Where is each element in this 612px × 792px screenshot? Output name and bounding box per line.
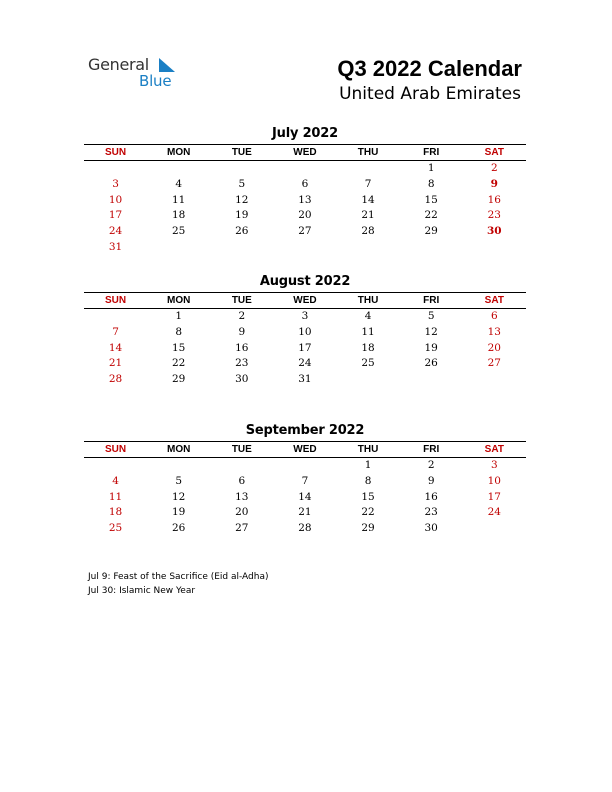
week-row	[84, 458, 526, 474]
weekday-header-fri: FRI	[423, 295, 440, 306]
day-cell: 12	[235, 193, 249, 206]
day-cell: 9	[238, 325, 246, 338]
day-cell: 22	[361, 506, 375, 519]
day-cell: 16	[424, 490, 438, 503]
day-cell: 23	[487, 209, 501, 222]
day-cell: 14	[298, 490, 312, 503]
day-cell: 31	[298, 373, 312, 386]
day-cell: 2	[427, 459, 435, 471]
day-cell: 4	[364, 310, 372, 322]
week-row	[84, 193, 526, 209]
day-cell: 14	[108, 341, 123, 354]
weekday-header-row	[84, 441, 526, 458]
day-cell: 10	[108, 193, 123, 206]
day-cell: 7	[364, 177, 372, 190]
weekday-header-sun: SUN	[105, 147, 127, 158]
day-cell: 14	[361, 193, 375, 206]
empty-day-cell	[84, 458, 147, 474]
empty-day-cell	[273, 458, 336, 474]
week-row	[84, 474, 526, 490]
day-cell: 23	[424, 506, 438, 519]
empty-day-cell	[210, 161, 273, 177]
week-row	[84, 521, 526, 537]
day-cell: 12	[424, 325, 438, 338]
logo-text-general: General	[88, 55, 149, 74]
day-cell: 7	[112, 325, 119, 338]
day-cell: 1	[427, 162, 435, 174]
day-cell: 8	[175, 325, 183, 338]
empty-day-cell	[84, 309, 147, 325]
day-cell: 5	[238, 177, 246, 190]
week-row	[84, 341, 526, 357]
day-cell: 11	[361, 325, 375, 338]
day-cell: 1	[364, 459, 372, 471]
day-cell: 27	[235, 522, 249, 535]
day-cell: 17	[487, 490, 501, 503]
weekday-header-sun: SUN	[105, 295, 127, 306]
day-cell: 11	[172, 193, 186, 206]
month-title: August 2022	[259, 274, 351, 289]
day-cell: 7	[301, 474, 309, 487]
day-cell: 27	[298, 225, 312, 238]
weekday-header-sat: SAT	[484, 444, 504, 455]
empty-day-cell	[273, 161, 336, 177]
day-cell: 15	[172, 341, 186, 354]
day-cell: 22	[172, 357, 186, 370]
day-cell: 10	[487, 474, 501, 487]
empty-day-cell	[463, 240, 526, 256]
weekday-header-tue: TUE	[231, 444, 252, 455]
empty-day-cell	[400, 372, 463, 388]
day-cell: 26	[172, 522, 186, 535]
day-cell: 29	[424, 225, 438, 238]
day-cell: 21	[361, 209, 375, 222]
empty-day-cell	[210, 240, 273, 256]
day-cell: 30	[487, 225, 502, 238]
day-cell: 18	[108, 506, 123, 519]
day-cell: 20	[298, 209, 312, 222]
day-cell: 26	[235, 225, 249, 238]
week-row	[84, 224, 526, 240]
day-cell: 24	[298, 357, 312, 370]
day-cell: 6	[238, 474, 246, 487]
week-row	[84, 372, 526, 388]
weekday-header-row	[84, 292, 526, 309]
day-cell: 22	[424, 209, 438, 222]
day-cell: 4	[175, 177, 183, 190]
empty-day-cell	[463, 521, 526, 537]
weekday-header-row	[84, 144, 526, 161]
empty-day-cell	[273, 240, 336, 256]
weekday-header-tue: TUE	[231, 295, 252, 306]
day-cell: 30	[424, 522, 438, 535]
week-row	[84, 208, 526, 224]
empty-day-cell	[463, 372, 526, 388]
weekday-header-sat: SAT	[484, 295, 504, 306]
day-cell: 20	[235, 506, 249, 519]
day-cell: 2	[490, 162, 498, 174]
day-cell: 8	[364, 474, 372, 487]
weekday-header-wed: WED	[293, 295, 317, 306]
weekday-header-tue: TUE	[231, 147, 252, 158]
week-row	[84, 325, 526, 341]
weekday-header-mon: MON	[167, 295, 191, 306]
day-cell: 16	[235, 341, 249, 354]
day-cell: 27	[487, 357, 501, 370]
empty-day-cell	[337, 161, 400, 177]
month-block-august	[84, 273, 526, 388]
day-cell: 3	[490, 459, 498, 471]
day-cell: 15	[361, 490, 375, 503]
day-cell: 19	[235, 209, 249, 222]
day-cell: 6	[490, 310, 498, 322]
day-cell: 20	[487, 341, 501, 354]
holiday-note: Jul 30: Islamic New Year	[88, 586, 196, 596]
day-cell: 29	[361, 522, 375, 535]
day-cell: 9	[490, 177, 498, 190]
day-cell: 12	[172, 490, 186, 503]
day-cell: 19	[424, 341, 438, 354]
day-cell: 25	[361, 357, 375, 370]
day-cell: 30	[235, 373, 249, 386]
day-cell: 15	[424, 193, 438, 206]
day-cell: 13	[298, 193, 312, 206]
day-cell: 16	[487, 193, 501, 206]
weekday-header-sun: SUN	[105, 444, 127, 455]
month-block-september	[84, 422, 526, 537]
weekday-header-mon: MON	[167, 147, 191, 158]
empty-day-cell	[400, 240, 463, 256]
day-cell: 17	[298, 341, 312, 354]
weekday-header-fri: FRI	[423, 444, 440, 455]
day-cell: 25	[108, 522, 123, 535]
day-cell: 13	[235, 490, 249, 503]
day-cell: 25	[172, 225, 186, 238]
empty-day-cell	[84, 161, 147, 177]
weekday-header-thu: THU	[357, 444, 379, 455]
empty-day-cell	[210, 458, 273, 474]
weekday-header-wed: WED	[293, 147, 317, 158]
generalblue-logo	[88, 55, 198, 95]
month-title: July 2022	[272, 126, 338, 141]
day-cell: 31	[108, 240, 123, 253]
logo-flag-icon	[159, 58, 175, 72]
day-cell: 28	[298, 522, 312, 535]
month-title: September 2022	[245, 423, 365, 438]
day-cell: 1	[175, 310, 183, 322]
weekday-header-mon: MON	[167, 444, 191, 455]
day-cell: 26	[424, 357, 438, 370]
week-row	[84, 240, 526, 256]
day-cell: 9	[427, 474, 435, 487]
week-row	[84, 505, 526, 521]
week-row	[84, 161, 526, 177]
day-cell: 5	[427, 310, 435, 322]
month-block-july	[84, 125, 526, 256]
empty-day-cell	[337, 372, 400, 388]
day-cell: 21	[298, 506, 312, 519]
weekday-header-wed: WED	[293, 444, 317, 455]
day-cell: 23	[235, 357, 249, 370]
logo-text-blue: Blue	[139, 72, 172, 90]
day-cell: 24	[487, 506, 501, 519]
day-cell: 8	[427, 177, 435, 190]
day-cell: 13	[487, 325, 501, 338]
day-cell: 29	[172, 373, 186, 386]
day-cell: 3	[301, 310, 309, 322]
empty-day-cell	[337, 240, 400, 256]
page-title: Q3 2022 Calendar	[337, 56, 522, 81]
day-cell: 18	[361, 341, 375, 354]
day-cell: 19	[172, 506, 186, 519]
week-row	[84, 309, 526, 325]
day-cell: 6	[301, 177, 309, 190]
empty-day-cell	[147, 458, 210, 474]
weekday-header-fri: FRI	[423, 147, 440, 158]
day-cell: 2	[238, 310, 246, 322]
day-cell: 5	[175, 474, 183, 487]
week-row	[84, 356, 526, 372]
day-cell: 18	[172, 209, 186, 222]
day-cell: 28	[108, 373, 123, 386]
day-cell: 24	[108, 225, 123, 238]
day-cell: 28	[361, 225, 375, 238]
empty-day-cell	[147, 161, 210, 177]
day-cell: 10	[298, 325, 312, 338]
country-subtitle: United Arab Emirates	[339, 84, 521, 104]
day-cell: 21	[108, 357, 123, 370]
day-cell: 3	[112, 177, 119, 190]
holiday-note: Jul 9: Feast of the Sacrifice (Eid al-Adha)	[88, 572, 269, 582]
day-cell: 4	[112, 474, 119, 487]
day-cell: 17	[108, 209, 123, 222]
day-cell: 11	[108, 490, 123, 503]
week-row	[84, 490, 526, 506]
weekday-header-thu: THU	[357, 295, 379, 306]
weekday-header-sat: SAT	[484, 147, 504, 158]
weekday-header-thu: THU	[357, 147, 379, 158]
empty-day-cell	[147, 240, 210, 256]
holiday-notes	[88, 570, 269, 598]
week-row	[84, 177, 526, 193]
